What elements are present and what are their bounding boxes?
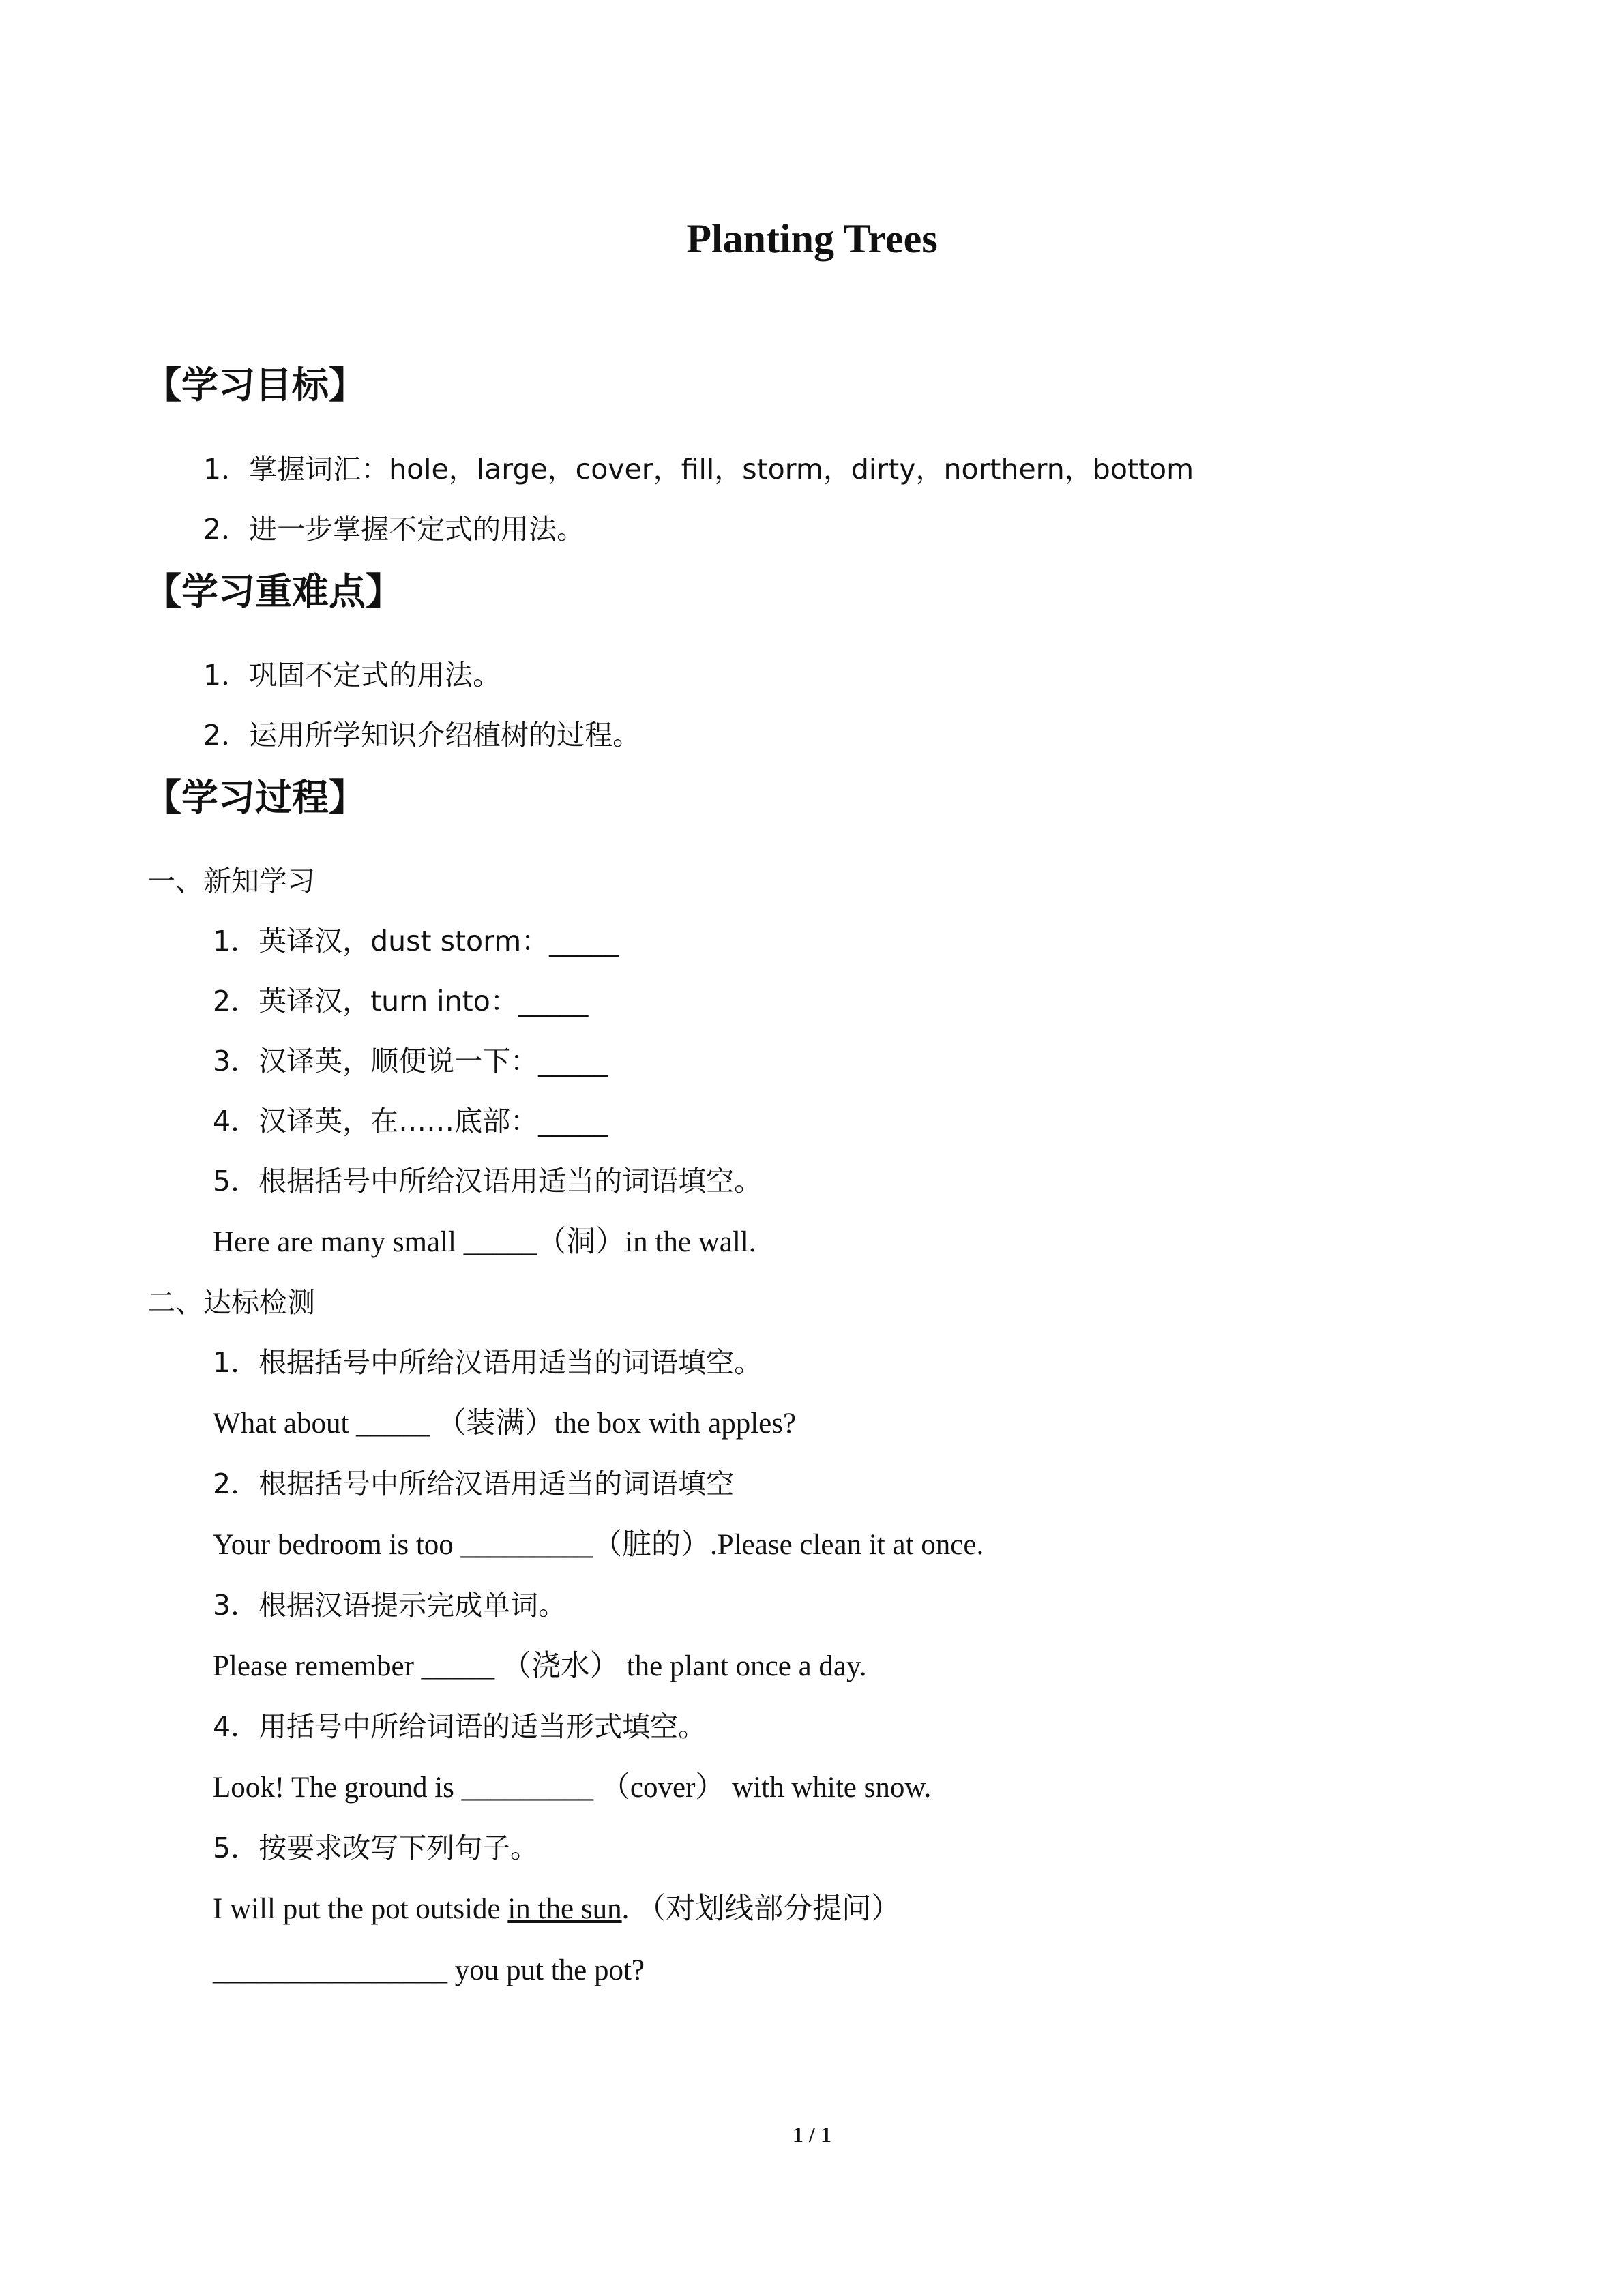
key-point-item: 2．运用所学知识介绍植树的过程。 — [203, 719, 641, 751]
exercise-item: 4．用括号中所给词语的适当形式填空。 — [213, 1710, 707, 1743]
rewrite-before: I will put the pot outside — [213, 1893, 508, 1925]
exercise-item: 2．英译汉，turn into：_____ — [213, 985, 589, 1017]
key-point-item: 1．巩固不定式的用法。 — [203, 659, 501, 691]
rewrite-underlined: in the sun — [507, 1893, 622, 1925]
exercise-sentence: Your bedroom is too _________（脏的）.Please clean it at once. — [213, 1529, 984, 1561]
rewrite-after: . （对划线部分提问） — [621, 1893, 901, 1925]
objective-item: 1．掌握词汇：hole，large，cover，fill，storm，dirty，northern，bottom — [203, 453, 1194, 486]
exercise-sentence: Look! The ground is _________ （cover） with white snow. — [213, 1772, 932, 1804]
exercise-item: 3．汉译英，顺便说一下：_____ — [213, 1045, 608, 1077]
section-label: 二、达标检测 — [147, 1286, 315, 1319]
exercise-item: 4．汉译英，在……底部：_____ — [213, 1105, 608, 1137]
heading-objectives: 【学习目标】 — [145, 363, 366, 406]
objective-item: 2．进一步掌握不定式的用法。 — [203, 513, 585, 546]
answer-line: ________________ you put the pot? — [213, 1954, 645, 1986]
heading-key-points: 【学习重难点】 — [145, 570, 402, 613]
exercise-item: 3．根据汉语提示完成单词。 — [213, 1589, 567, 1622]
exercise-item: 5．按要求改写下列句子。 — [213, 1832, 539, 1864]
page-number: 1 / 1 — [793, 2122, 831, 2147]
rewrite-sentence — [213, 1889, 900, 1930]
document-title: Planting Trees — [686, 216, 938, 261]
exercise-item: 1．英译汉，dust storm：_____ — [213, 925, 619, 957]
exercise-sentence: Here are many small _____（洞）in the wall. — [213, 1226, 756, 1258]
exercise-item: 2．根据括号中所给汉语用适当的词语填空 — [213, 1467, 735, 1500]
exercise-item: 5．根据括号中所给汉语用适当的词语填空。 — [213, 1165, 763, 1197]
exercise-item: 1．根据括号中所给汉语用适当的词语填空。 — [213, 1346, 763, 1379]
heading-process: 【学习过程】 — [145, 776, 366, 819]
exercise-sentence: Please remember _____ （浇水） the plant once a day. — [213, 1650, 867, 1682]
exercise-sentence: What about _____ （装满）the box with apples? — [213, 1407, 797, 1440]
section-label: 一、新知学习 — [147, 865, 315, 897]
